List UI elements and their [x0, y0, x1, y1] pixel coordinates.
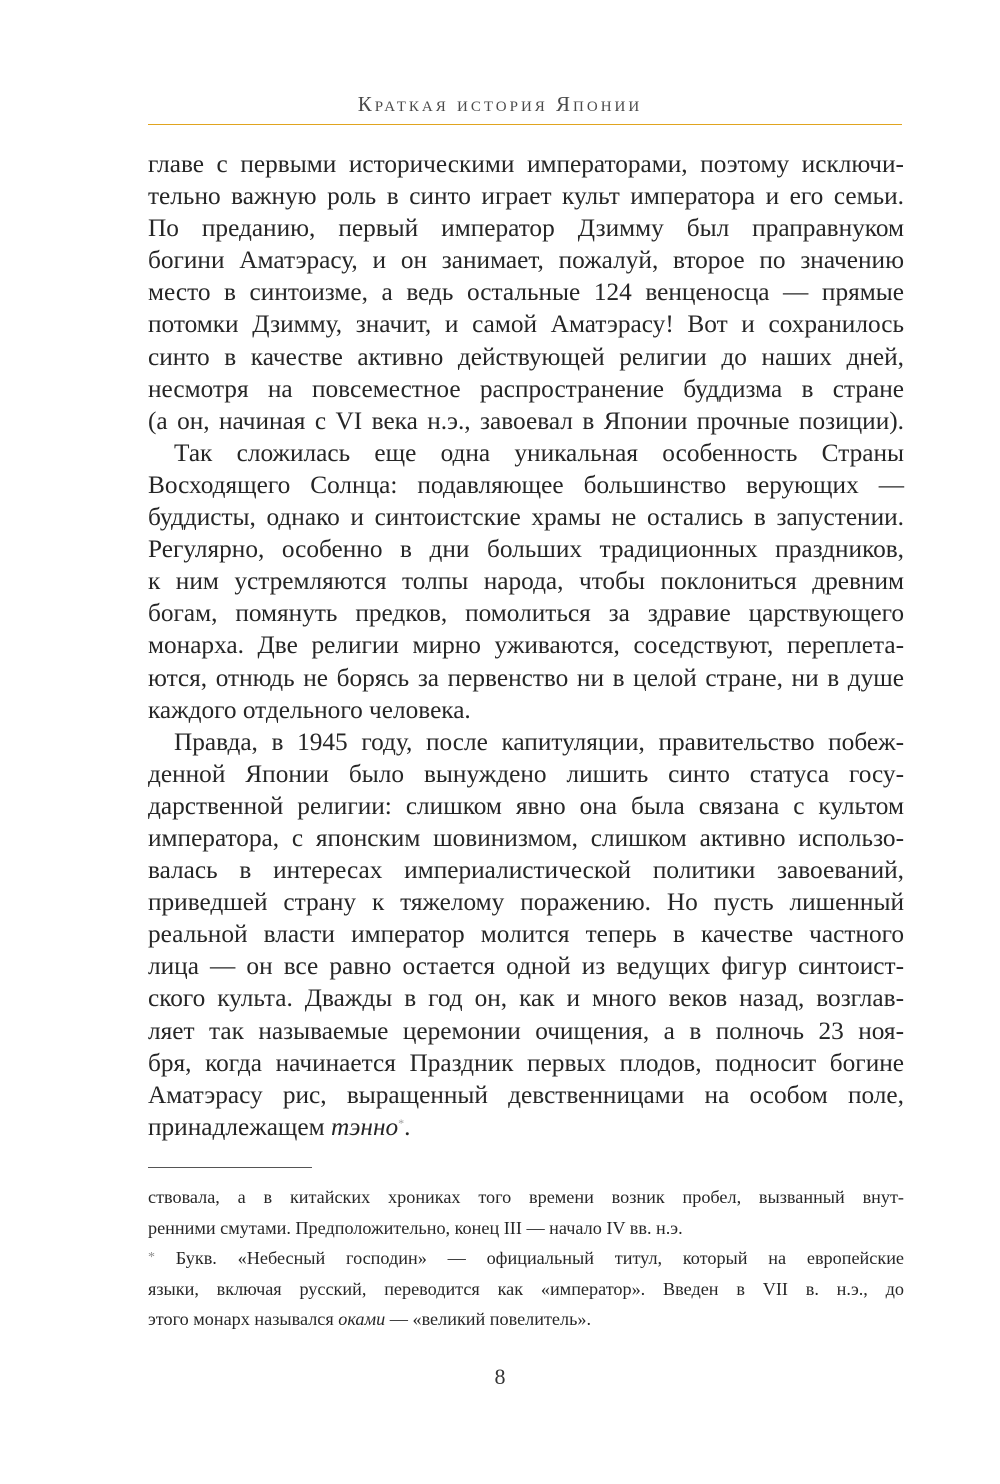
italic-term: оками [338, 1309, 386, 1330]
text-line: Регулярно, особенно в дни больших традиционных праздников, [148, 535, 904, 564]
italic-term: тэнно [330, 1112, 399, 1141]
text-line: богини Аматэрасу, и он занимает, пожалуй, второе по значению [148, 246, 904, 275]
text-line: место в синтоизме, а ведь остальные 124 венценосца — прямые [148, 278, 904, 307]
text-line: ляет так называемые церемонии очищения, а в полночь 23 ноя- [148, 1016, 904, 1045]
text-line: монарха. Две религии мирно уживаются, соседствуют, переплета- [148, 631, 904, 660]
footnote-line: ренними смутами. Предположительно, конец III — начало IV вв. н.э. [148, 1217, 683, 1238]
text-fragment: — «великий повелитель». [385, 1309, 592, 1330]
text-line: каждого отдельного человека. [148, 695, 471, 724]
text-line: синто в качестве активно действующей религии до наших дней, [148, 342, 904, 371]
text-fragment: этого монарх назывался [148, 1309, 339, 1330]
footnote-line: языки, включая русский, переводится как «император». Введен в VII в. н.э., до [148, 1278, 904, 1299]
text-line: лица — он все равно остается одной из ведущих фигур синтоист- [148, 952, 904, 981]
text-line: императора, с японским шовинизмом, слишком активно использо- [148, 823, 904, 852]
footnote-line [148, 1304, 904, 1335]
footnote-star: * [148, 1250, 155, 1266]
page-number: 8 [494, 1364, 506, 1389]
body-text [148, 148, 904, 1143]
text-line: дарственной религии: слишком явно она была связана с культом [148, 791, 904, 820]
text-line: потомки Дзимму, значит, и самой Аматэрасу! Вот и сохранилось [148, 310, 904, 339]
text-line: богам, помянуть предков, помолиться за здравие царствующего [148, 599, 904, 628]
footnote-line: ствовала, а в китайских хрониках того времени возник пробел, вызванный внут- [148, 1187, 904, 1207]
text-line: Так сложилась еще одна уникальная особенность Страны [174, 438, 904, 467]
footnote-line [148, 1243, 904, 1274]
text-line: Восходящего Солнца: подавляющее большинство верующих — [148, 470, 904, 499]
text-fragment: Букв. «Небесный господин» — официальный титул, который на европейские [155, 1248, 904, 1269]
text-line: главе с первыми историческими императорами, поэтому исключи- [148, 150, 904, 178]
text-line: По преданию, первый император Дзимму был праправнуком [148, 214, 904, 243]
paragraph-1 [148, 148, 904, 437]
text-line: несмотря на повсеместное распространение буддизма в стране [148, 374, 904, 403]
footnote-rule [148, 1167, 312, 1168]
text-line: ского культа. Дважды в год он, как и много веков назад, возглав- [148, 984, 904, 1013]
text-fragment: . [404, 1112, 411, 1141]
text-line: (а он, начиная с VI века н.э., завоевал в Японии прочные позиции). [148, 406, 904, 435]
text-line [148, 1111, 904, 1143]
text-line: бря, когда начинается Праздник первых плодов, подносит богине [148, 1048, 904, 1077]
footnotes [148, 1182, 904, 1335]
text-fragment: принадлежащем [148, 1112, 331, 1141]
paragraph-2 [148, 437, 904, 726]
text-line: буддисты, однако и синтоистские храмы не остались в запустении. [148, 503, 904, 532]
text-line: приведшей страну к тяжелому поражению. Но пусть лишенный [148, 888, 904, 917]
footnote-marker[interactable]: * [398, 1115, 405, 1130]
text-line: к ним устремляются толпы народа, чтобы поклониться древним [148, 567, 904, 596]
text-line: ются, отнюдь не борясь за первенство ни в целой стране, ни в душе [148, 663, 904, 692]
text-line: тельно важную роль в синто играет культ императора и его семьи. [148, 182, 904, 211]
text-line: Аматэрасу рис, выращенный девственницами на особом поле, [148, 1080, 904, 1109]
header-rule [148, 124, 902, 125]
running-header: Краткая история Японии [357, 92, 643, 116]
paragraph-3 [148, 726, 904, 1143]
text-line: валась в интересах империалистической политики завоеваний, [148, 856, 904, 885]
text-line: Правда, в 1945 году, после капитуляции, правительство побеж- [174, 727, 904, 756]
text-line: реальной власти император молится теперь в качестве частного [148, 920, 904, 949]
text-line: денной Японии было вынуждено лишить синто статуса госу- [148, 759, 904, 788]
